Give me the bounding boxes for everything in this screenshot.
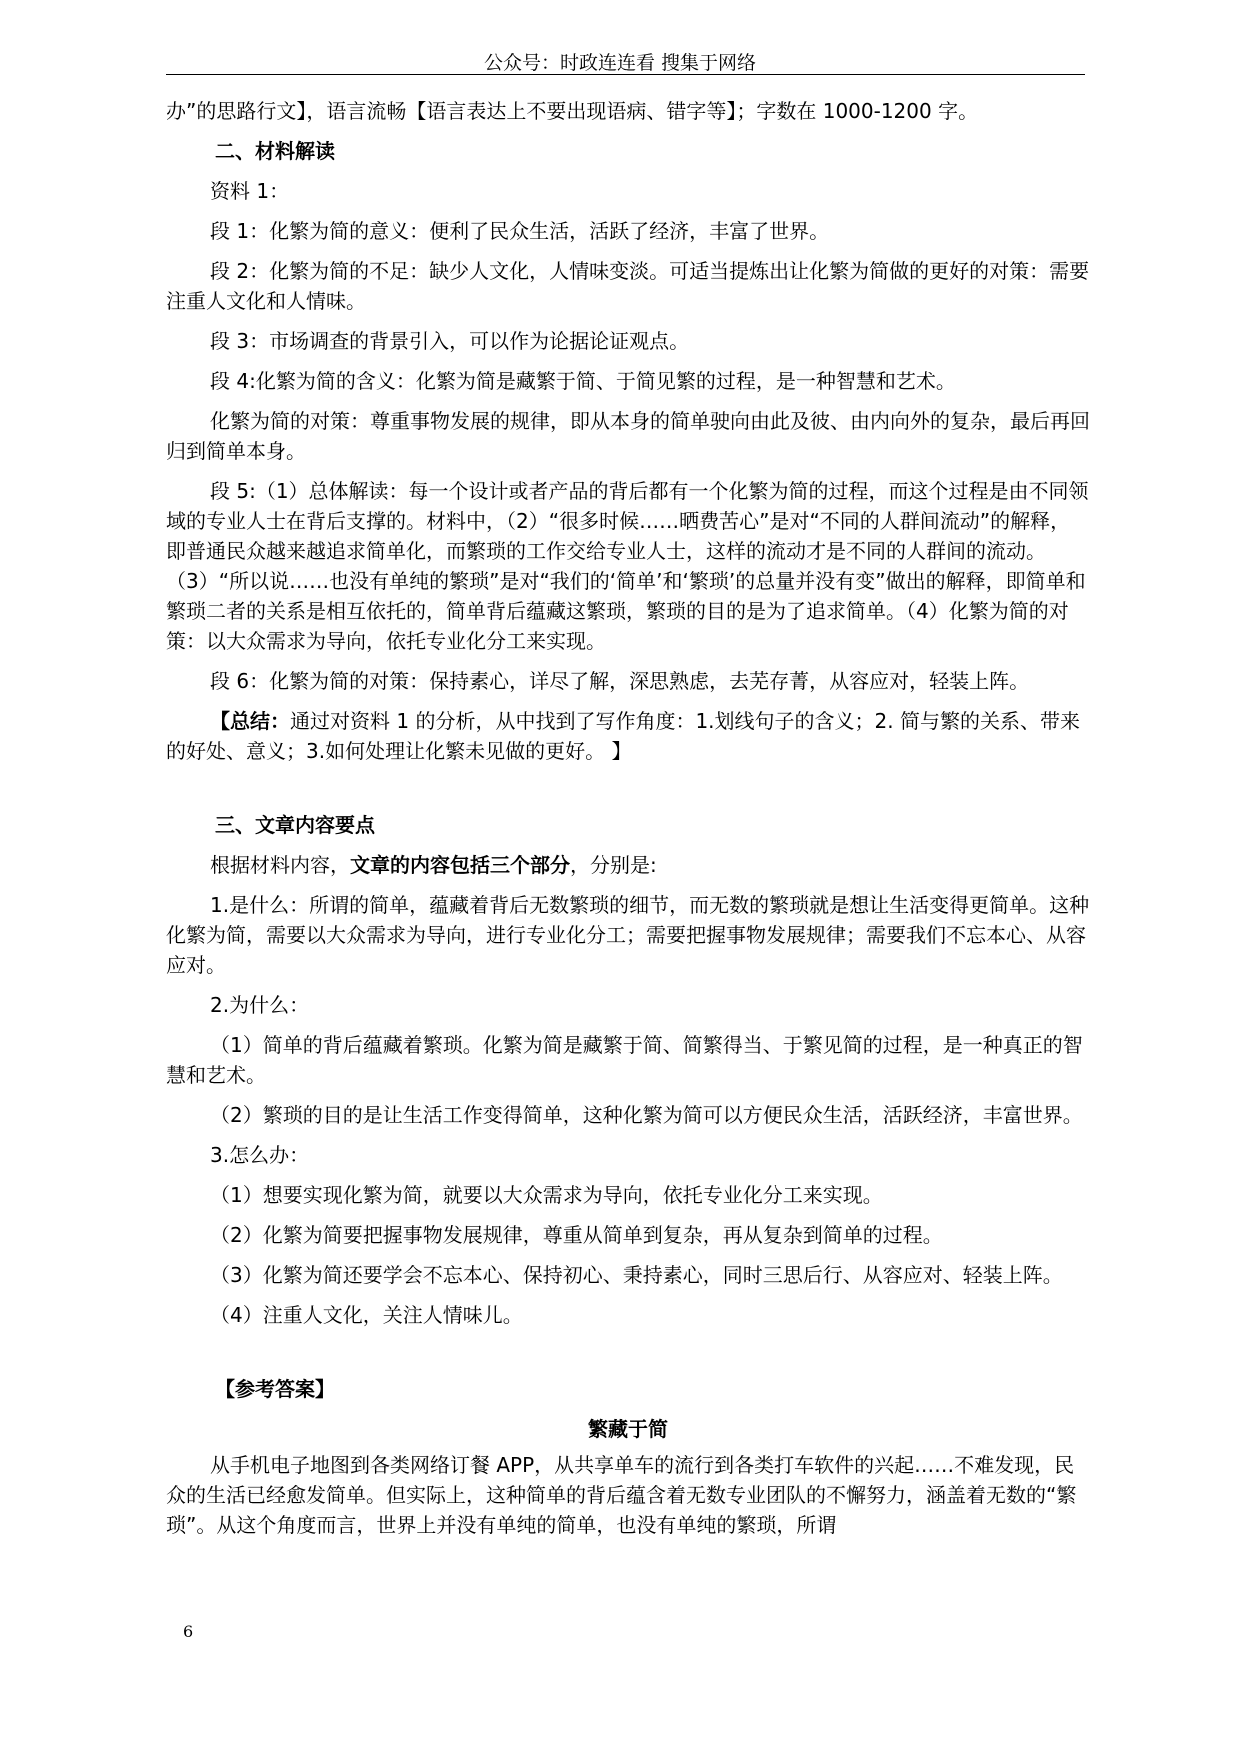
reference-answer-heading: 【参考答案】: [215, 1377, 335, 1401]
document-body: [166, 96, 1090, 1550]
paragraph-how-2: （2）化繁为简要把握事物发展规律，尊重从简单到复杂，再从复杂到简单的过程。: [210, 1223, 943, 1247]
essay-paragraph-1: 从手机电子地图到各类网络订餐 APP，从共享单车的流行到各类打车软件的兴起……不难发现，民众的生活已经愈发简单。但实际上，这种简单的背后蕴含着无数专业团队的不懈努力，涵盖着无数的“繁琐”。从这个角度而言，世界上并没有单纯的简单，也没有单纯的繁琐，所谓: [166, 1453, 1077, 1537]
paragraph-segment-5: 段 5:（1）总体解读：每一个设计或者产品的背后都有一个化繁为简的过程，而这个过程是由不同领域的专业人士在背后支撑的。材料中，（2）“很多时候……晒费苦心”是对“不同的人群间流动”的解释，即普通民众越来越追求简单化，而繁琐的工作交给专业人士，这样的流动才是不同的人群间的流动。（3）“所以说……也没有单纯的繁琐”是对“我们的‘简单’和‘繁琐’的总量并没有变”做出的解释，即简单和繁琐二者的关系是相互依托的，简单背后蕴藏这繁琐，繁琐的目的是为了追求简单。（4）化繁为简的对策：以大众需求为导向，依托专业化分工来实现。: [166, 479, 1089, 653]
paragraph-segment-6: 段 6：化繁为简的对策：保持素心，详尽了解，深思熟虑，去芜存菁，从容应对，轻装上阵。: [210, 669, 1030, 693]
header-rule: [166, 74, 1085, 75]
paragraph-why-2: （2）繁琐的目的是让生活工作变得简单，这种化繁为简可以方便民众生活，活跃经济，丰富世界。: [210, 1103, 1083, 1127]
paragraph-segment-2: 段 2：化繁为简的不足：缺少人文化，人情味变淡。可适当提炼出让化繁为简做的更好的对策：需要注重人文化和人情味。: [166, 259, 1090, 313]
page-header: 公众号：时政连连看 搜集于网络: [483, 52, 757, 74]
intro-tail: ，分别是:: [570, 853, 657, 877]
section-heading-content: 三、文章内容要点: [215, 813, 375, 837]
summary-body: 通过对资料 1 的分析，从中找到了写作角度：1.划线句子的含义；2. 简与繁的关系、带来的好处、意义；3.如何处理让化繁未见做的更好。 】: [166, 709, 1080, 763]
paragraph-segment-3: 段 3：市场调查的背景引入，可以作为论据论证观点。: [210, 329, 690, 353]
paragraph-segment-4: 段 4:化繁为简的含义：化繁为简是藏繁于简、于简见繁的过程，是一种智慧和艺术。: [210, 369, 956, 393]
section-heading-material: 二、材料解读: [215, 139, 335, 163]
paragraph-how-1: （1）想要实现化繁为简，就要以大众需求为导向，依托专业化分工来实现。: [210, 1183, 883, 1207]
paragraph-what: 1.是什么：所谓的简单，蕴藏着背后无数繁琐的细节，而无数的繁琐就是想让生活变得更简单。这种化繁为简，需要以大众需求为导向，进行专业化分工；需要把握事物发展规律；需要我们不忘本心、从容应对。: [166, 893, 1090, 977]
paragraph-how-3: （3）化繁为简还要学会不忘本心、保持初心、秉持素心，同时三思后行、从容应对、轻装上阵。: [210, 1263, 1063, 1287]
essay-title: 繁藏于简: [588, 1417, 668, 1441]
paragraph-source-1: 资料 1：: [210, 179, 290, 203]
paragraph-content-intro: [166, 850, 1090, 880]
paragraph-how-4: （4）注重人文化，关注人情味儿。: [210, 1303, 523, 1327]
page-number: 6: [183, 1622, 194, 1641]
paragraph-segment-4-strategy: 化繁为简的对策：尊重事物发展的规律，即从本身的简单驶向由此及彼、由内向外的复杂，最后再回归到简单本身。: [166, 409, 1090, 463]
paragraph-why: 2.为什么：: [210, 993, 310, 1017]
paragraph-summary: [166, 706, 1090, 766]
paragraph-why-1: （1）简单的背后蕴藏着繁琐。化繁为简是藏繁于简、简繁得当、于繁见简的过程，是一种真正的智慧和艺术。: [166, 1033, 1083, 1087]
paragraph-segment-1: 段 1：化繁为简的意义：便利了民众生活，活跃了经济，丰富了世界。: [210, 219, 830, 243]
intro-emphasis: 文章的内容包括三个部分: [350, 853, 570, 877]
paragraph-requirements-tail: 办”的思路行文】，语言流畅【语言表达上不要出现语病、错字等】；字数在 1000-1200 字。: [166, 99, 979, 123]
summary-label: 【总结：: [210, 709, 290, 733]
intro-lead: 根据材料内容，: [210, 853, 350, 877]
paragraph-how: 3.怎么办：: [210, 1143, 310, 1167]
